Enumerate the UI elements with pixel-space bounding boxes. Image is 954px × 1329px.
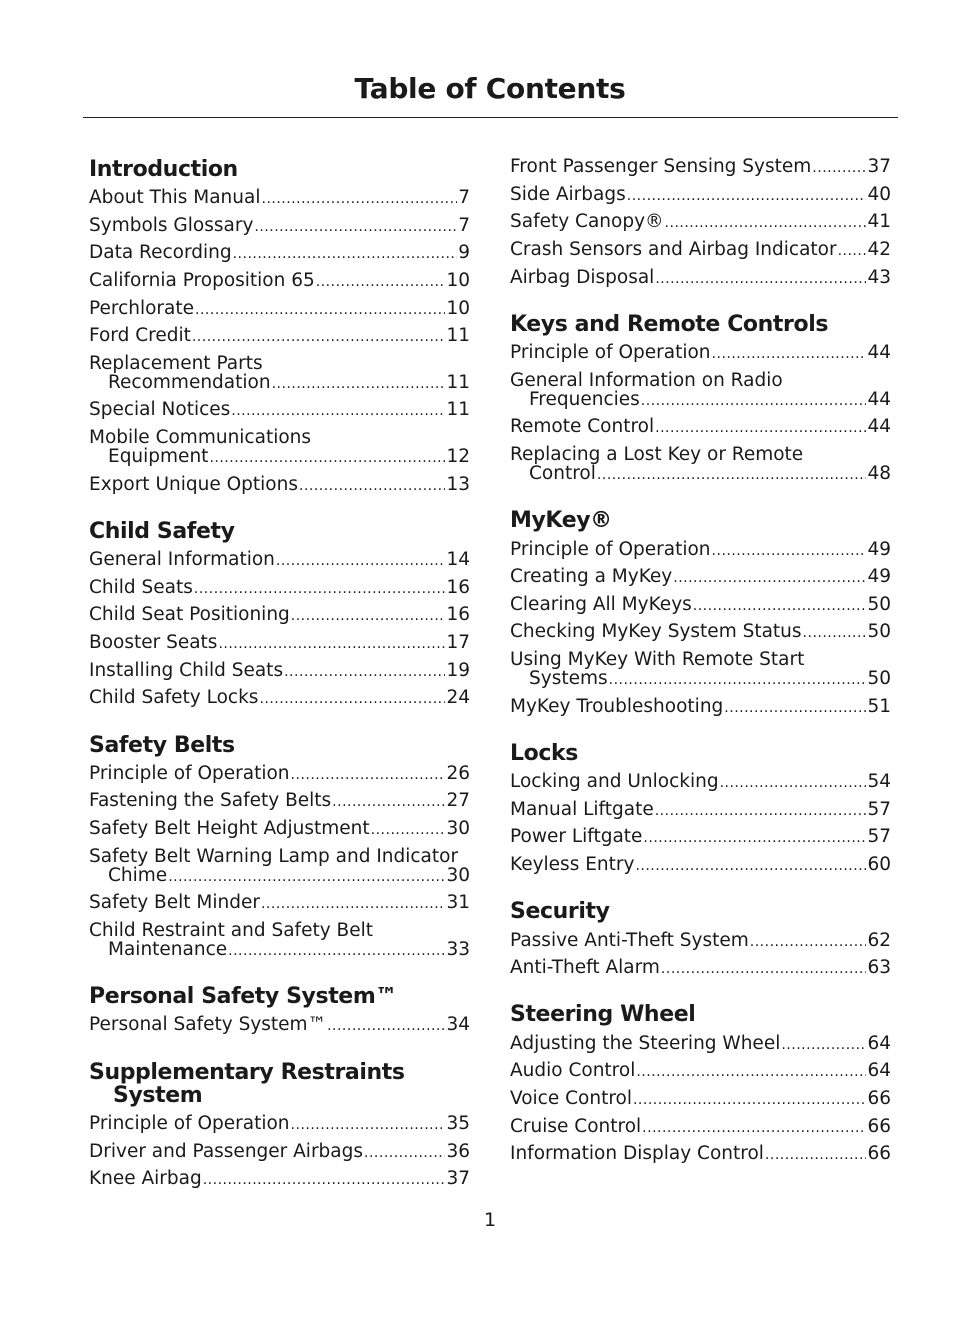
dot-leader [168, 866, 445, 887]
toc-entry-page: 41 [867, 211, 891, 233]
toc-section-introduction [89, 156, 470, 499]
toc-entry-page: 44 [867, 388, 891, 410]
toc-entry-page: 10 [446, 270, 470, 292]
toc-entry-page: 17 [446, 632, 470, 654]
dot-leader [291, 1114, 446, 1135]
toc-entry-label: Audio Control [510, 1060, 636, 1082]
toc-entry[interactable] [510, 797, 891, 825]
toc-entry-label: Anti-Theft Alarm [510, 957, 660, 979]
toc-entry-label: Knee Airbag [89, 1168, 202, 1190]
section-heading [510, 507, 891, 532]
toc-entry-label: Crash Sensors and Airbag Indicator [510, 239, 837, 261]
toc-entry-page: 50 [867, 668, 891, 690]
toc-entry[interactable] [89, 397, 470, 425]
toc-entry-page: 24 [446, 687, 470, 709]
toc-entry[interactable] [510, 340, 891, 368]
toc-left-column [89, 156, 470, 1212]
toc-entry-label: MyKey Troubleshooting [510, 695, 724, 717]
toc-entry-label: Power Liftgate [510, 826, 643, 848]
toc-entry-label: Principle of Operation [89, 762, 290, 784]
section-heading-text: Personal Safety System™ [89, 984, 397, 1010]
toc-entry-page: 11 [446, 325, 470, 347]
toc-entry-line2 [89, 940, 470, 961]
toc-entry-page: 9 [458, 242, 470, 264]
toc-entry-page: 49 [867, 538, 891, 560]
toc-entry[interactable] [510, 693, 891, 721]
dot-leader [233, 243, 458, 264]
toc-entry-line2 [89, 447, 470, 468]
toc-entry-page: 16 [446, 604, 470, 626]
toc-entry-page: 50 [867, 593, 891, 615]
toc-section-keys-and-remote-controls [510, 311, 891, 488]
toc-entry[interactable] [510, 1141, 891, 1169]
toc-entry-page: 64 [867, 1060, 891, 1082]
dot-leader [291, 605, 446, 626]
toc-entry-label: Safety Belt Minder [89, 892, 260, 914]
dot-leader [276, 550, 446, 571]
toc-entry-label: Front Passenger Sensing System [510, 156, 812, 178]
toc-entry-page: 48 [867, 463, 891, 485]
toc-entry-label: Creating a MyKey [510, 566, 673, 588]
dot-leader [655, 268, 866, 289]
section-heading-text: MyKey® [510, 508, 612, 534]
toc-entry-label: California Proposition 65 [89, 270, 315, 292]
toc-entry-label: Side Airbags [510, 183, 626, 205]
toc-entry[interactable] [89, 547, 470, 575]
toc-entry-label-line1: Replacement Parts [89, 352, 263, 374]
toc-entry-label-line1: Safety Belt Warning Lamp and Indicator [89, 845, 459, 867]
toc-entry-page: 7 [458, 214, 470, 236]
toc-entry-label: Keyless Entry [510, 853, 635, 875]
toc-entry-page: 66 [867, 1115, 891, 1137]
toc-entry-label: Airbag Disposal [510, 266, 655, 288]
dot-leader [627, 185, 867, 206]
toc-entry-label: Safety Belt Height Adjustment [89, 817, 370, 839]
toc-entry-page: 26 [446, 762, 470, 784]
toc-entry-page: 57 [867, 798, 891, 820]
toc-entry-label: Adjusting the Steering Wheel [510, 1032, 781, 1054]
toc-entry[interactable] [89, 761, 470, 789]
dot-leader [665, 212, 867, 233]
dot-leader [228, 940, 445, 961]
toc-entry[interactable] [89, 1166, 470, 1194]
toc-entry-page: 66 [867, 1143, 891, 1165]
dot-leader [724, 697, 866, 718]
toc-entry-label: Control [529, 463, 596, 485]
toc-entry-label: Voice Control [510, 1087, 632, 1109]
toc-entry-label: Clearing All MyKeys [510, 593, 692, 615]
dot-leader [254, 216, 457, 237]
dot-leader [803, 622, 867, 643]
dot-leader [812, 157, 866, 178]
toc-entry[interactable] [89, 1138, 470, 1166]
section-heading [510, 311, 891, 336]
toc-entry[interactable] [89, 425, 470, 472]
toc-entry-label-line1: Mobile Communications [89, 427, 312, 449]
dot-leader [655, 800, 867, 821]
toc-entry[interactable] [510, 769, 891, 797]
dot-leader [750, 931, 867, 952]
toc-entry-page: 60 [867, 853, 891, 875]
dot-leader [712, 343, 867, 364]
toc-entry-page: 14 [446, 549, 470, 571]
toc-entry-label: Principle of Operation [89, 1112, 290, 1134]
toc-entry[interactable] [89, 323, 470, 351]
toc-entry[interactable] [89, 602, 470, 630]
toc-entry-page: 33 [446, 938, 470, 960]
section-heading-text: Keys and Remote Controls [510, 311, 829, 337]
toc-entry-page: 16 [446, 576, 470, 598]
toc-entry[interactable] [510, 368, 891, 415]
toc-entry[interactable] [510, 182, 891, 210]
toc-entry-label: About This Manual [89, 187, 261, 209]
section-heading [89, 156, 470, 181]
toc-entry[interactable] [510, 536, 891, 564]
dot-leader [371, 819, 446, 840]
toc-entry-page: 50 [867, 621, 891, 643]
toc-entry-label: Principle of Operation [510, 538, 711, 560]
section-heading-text: Security [510, 899, 610, 925]
toc-entry[interactable] [89, 1012, 470, 1040]
dot-leader [259, 688, 445, 709]
toc-entry-label: Cruise Control [510, 1115, 642, 1137]
toc-entry[interactable] [89, 575, 470, 603]
dot-leader [643, 827, 866, 848]
toc-entry-label: Child Seats [89, 576, 193, 598]
section-heading-text: Safety Belts [89, 732, 235, 758]
toc-entry-page: 37 [867, 156, 891, 178]
toc-entry-line2 [510, 669, 891, 690]
toc-entry-label: Chime [108, 864, 168, 886]
toc-section-mykey [510, 507, 891, 721]
dot-leader [284, 661, 445, 682]
section-heading-text: Child Safety [89, 518, 235, 544]
toc-section-security [510, 898, 891, 982]
toc-entry-page: 64 [867, 1032, 891, 1054]
dot-leader [635, 855, 866, 876]
toc-entry[interactable] [510, 592, 891, 620]
toc-entry-label: Manual Liftgate [510, 798, 654, 820]
toc-entry[interactable] [510, 1086, 891, 1114]
toc-section-continued-0 [510, 154, 891, 292]
section-heading-text: Supplementary Restraints [89, 1059, 405, 1085]
dot-leader [633, 1089, 866, 1110]
toc-entry-page: 7 [458, 187, 470, 209]
toc-entry[interactable] [510, 237, 891, 265]
toc-entry-label: Fastening the Safety Belts [89, 790, 332, 812]
toc-entry[interactable] [89, 890, 470, 918]
toc-entry-page: 44 [867, 342, 891, 364]
dot-leader [327, 1015, 445, 1036]
toc-entry-label: Personal Safety System™ [89, 1014, 327, 1036]
toc-entry[interactable] [89, 471, 470, 499]
toc-entry-label: Maintenance [108, 938, 228, 960]
dot-leader [299, 475, 445, 496]
page-number: 1 [483, 1209, 497, 1231]
toc-entry-page: 10 [446, 297, 470, 319]
section-heading-text-cont: System [113, 1082, 203, 1108]
toc-entry-page: 30 [446, 817, 470, 839]
dot-leader [262, 188, 458, 209]
toc-entry-page: 13 [446, 473, 470, 495]
toc-entry-page: 34 [446, 1014, 470, 1036]
toc-entry-label-line1: Using MyKey With Remote Start [510, 649, 805, 671]
toc-entry-page: 40 [867, 183, 891, 205]
toc-entry-label: Special Notices [89, 399, 231, 421]
section-heading [510, 1001, 891, 1026]
dot-leader [272, 373, 446, 394]
section-heading-text: Locks [510, 740, 578, 766]
toc-right-column [510, 154, 891, 1187]
dot-leader [209, 447, 445, 468]
page-title: Table of Contents [354, 72, 626, 105]
toc-entry-page: 57 [867, 826, 891, 848]
toc-entry-page: 30 [446, 864, 470, 886]
toc-entry[interactable] [89, 917, 470, 964]
toc-entry-label: Installing Child Seats [89, 659, 284, 681]
toc-entry[interactable] [510, 1030, 891, 1058]
toc-entry-page: 35 [446, 1112, 470, 1134]
dot-leader [261, 893, 445, 914]
toc-entry-label-line1: Child Restraint and Safety Belt [89, 919, 373, 941]
section-heading [89, 518, 470, 543]
dot-leader [597, 464, 867, 485]
toc-entry-page: 27 [446, 790, 470, 812]
toc-entry-label: Frequencies [529, 388, 640, 410]
toc-entry-page: 11 [446, 399, 470, 421]
toc-entry-label-line1: General Information on Radio [510, 369, 783, 391]
toc-entry[interactable] [510, 264, 891, 292]
toc-entry[interactable] [510, 852, 891, 880]
toc-entry[interactable] [89, 268, 470, 296]
dot-leader [720, 772, 867, 793]
dot-leader [192, 326, 446, 347]
toc-entry-label: Checking MyKey System Status [510, 621, 802, 643]
toc-entry-label: Remote Control [510, 416, 655, 438]
toc-entry[interactable] [510, 209, 891, 237]
dot-leader [203, 1169, 446, 1190]
dot-leader [641, 390, 867, 411]
section-heading [510, 898, 891, 923]
toc-entry[interactable] [89, 1111, 470, 1139]
toc-entry[interactable] [510, 1058, 891, 1086]
toc-entry-page: 12 [446, 446, 470, 468]
section-heading [89, 983, 470, 1008]
dot-leader [316, 271, 446, 292]
dot-leader [609, 669, 867, 690]
toc-entry[interactable] [89, 657, 470, 685]
dot-leader [332, 791, 445, 812]
toc-entry-label: Equipment [108, 446, 209, 468]
toc-entry-line2 [510, 390, 891, 411]
toc-entry[interactable] [89, 295, 470, 323]
dot-leader [655, 417, 866, 438]
toc-entry-line2 [89, 866, 470, 887]
toc-entry[interactable] [510, 955, 891, 983]
toc-entry-page: 19 [446, 659, 470, 681]
toc-entry-page: 37 [446, 1168, 470, 1190]
toc-entry-label: Export Unique Options [89, 473, 298, 495]
title-divider [83, 117, 898, 118]
toc-entry-page: 36 [446, 1140, 470, 1162]
toc-entry-label: Child Seat Positioning [89, 604, 290, 626]
toc-entry[interactable] [89, 351, 470, 398]
toc-entry-page: 44 [867, 416, 891, 438]
section-heading-text: Introduction [89, 157, 238, 182]
dot-leader [838, 240, 867, 261]
toc-entry-page: 62 [867, 929, 891, 951]
toc-entry[interactable] [510, 927, 891, 955]
toc-entry-page: 63 [867, 957, 891, 979]
toc-section-supplementary-restraints [89, 1059, 470, 1194]
toc-section-child-safety [89, 518, 470, 713]
dot-leader [781, 1034, 866, 1055]
dot-leader [661, 958, 867, 979]
toc-entry[interactable] [89, 240, 470, 268]
toc-entry-label: Driver and Passenger Airbags [89, 1140, 364, 1162]
section-heading-text: Steering Wheel [510, 1002, 696, 1028]
dot-leader [194, 578, 446, 599]
toc-entry[interactable] [510, 619, 891, 647]
toc-entry[interactable] [510, 824, 891, 852]
toc-entry-line2 [89, 373, 470, 394]
toc-section-safety-belts [89, 732, 470, 965]
toc-entry-page: 54 [867, 771, 891, 793]
toc-entry-label: Safety Canopy® [510, 211, 664, 233]
toc-entry[interactable] [89, 843, 470, 890]
dot-leader [636, 1061, 866, 1082]
toc-entry-page: 51 [867, 695, 891, 717]
toc-entry-label: Child Safety Locks [89, 687, 259, 709]
toc-entry-label-line1: Replacing a Lost Key or Remote [510, 444, 804, 466]
toc-entry-page: 11 [446, 371, 470, 393]
toc-entry[interactable] [510, 154, 891, 182]
section-heading [89, 732, 470, 757]
toc-entry[interactable] [510, 414, 891, 442]
toc-entry-label: Recommendation [108, 371, 271, 393]
toc-entry[interactable] [89, 788, 470, 816]
toc-entry[interactable] [510, 647, 891, 694]
dot-leader [673, 567, 866, 588]
dot-leader [693, 595, 867, 616]
toc-entry-label: Ford Credit [89, 325, 191, 347]
toc-entry-label: Booster Seats [89, 632, 218, 654]
toc-entry-page: 31 [446, 892, 470, 914]
toc-entry[interactable] [510, 442, 891, 489]
section-heading [89, 1059, 470, 1107]
toc-entry-label: Principle of Operation [510, 342, 711, 364]
toc-entry-label: Data Recording [89, 242, 232, 264]
toc-entry-label: Information Display Control [510, 1143, 764, 1165]
toc-entry-label: Perchlorate [89, 297, 195, 319]
toc-entry-label: Symbols Glossary [89, 214, 254, 236]
dot-leader [291, 764, 446, 785]
toc-entry-page: 42 [867, 239, 891, 261]
dot-leader [642, 1117, 866, 1138]
toc-entry[interactable] [510, 564, 891, 592]
toc-entry[interactable] [510, 1113, 891, 1141]
toc-entry[interactable] [89, 685, 470, 713]
toc-section-locks [510, 740, 891, 879]
dot-leader [765, 1144, 867, 1165]
toc-entry-page: 66 [867, 1087, 891, 1109]
dot-leader [231, 400, 445, 421]
dot-leader [712, 540, 867, 561]
toc-entry-label: Locking and Unlocking [510, 771, 719, 793]
dot-leader [218, 633, 445, 654]
toc-section-steering-wheel [510, 1001, 891, 1168]
toc-entry[interactable] [89, 213, 470, 241]
dot-leader [364, 1142, 445, 1163]
toc-entry-label: Passive Anti-Theft System [510, 929, 749, 951]
toc-entry-label: General Information [89, 549, 275, 571]
toc-entry-line2 [510, 464, 891, 485]
toc-entry[interactable] [89, 630, 470, 658]
toc-entry-page: 49 [867, 566, 891, 588]
toc-entry-label: Systems [529, 668, 608, 690]
toc-entry[interactable] [89, 816, 470, 844]
toc-section-personal-safety-system [89, 983, 470, 1040]
toc-entry[interactable] [89, 185, 470, 213]
toc-entry-page: 43 [867, 266, 891, 288]
dot-leader [195, 299, 445, 320]
section-heading [510, 740, 891, 765]
